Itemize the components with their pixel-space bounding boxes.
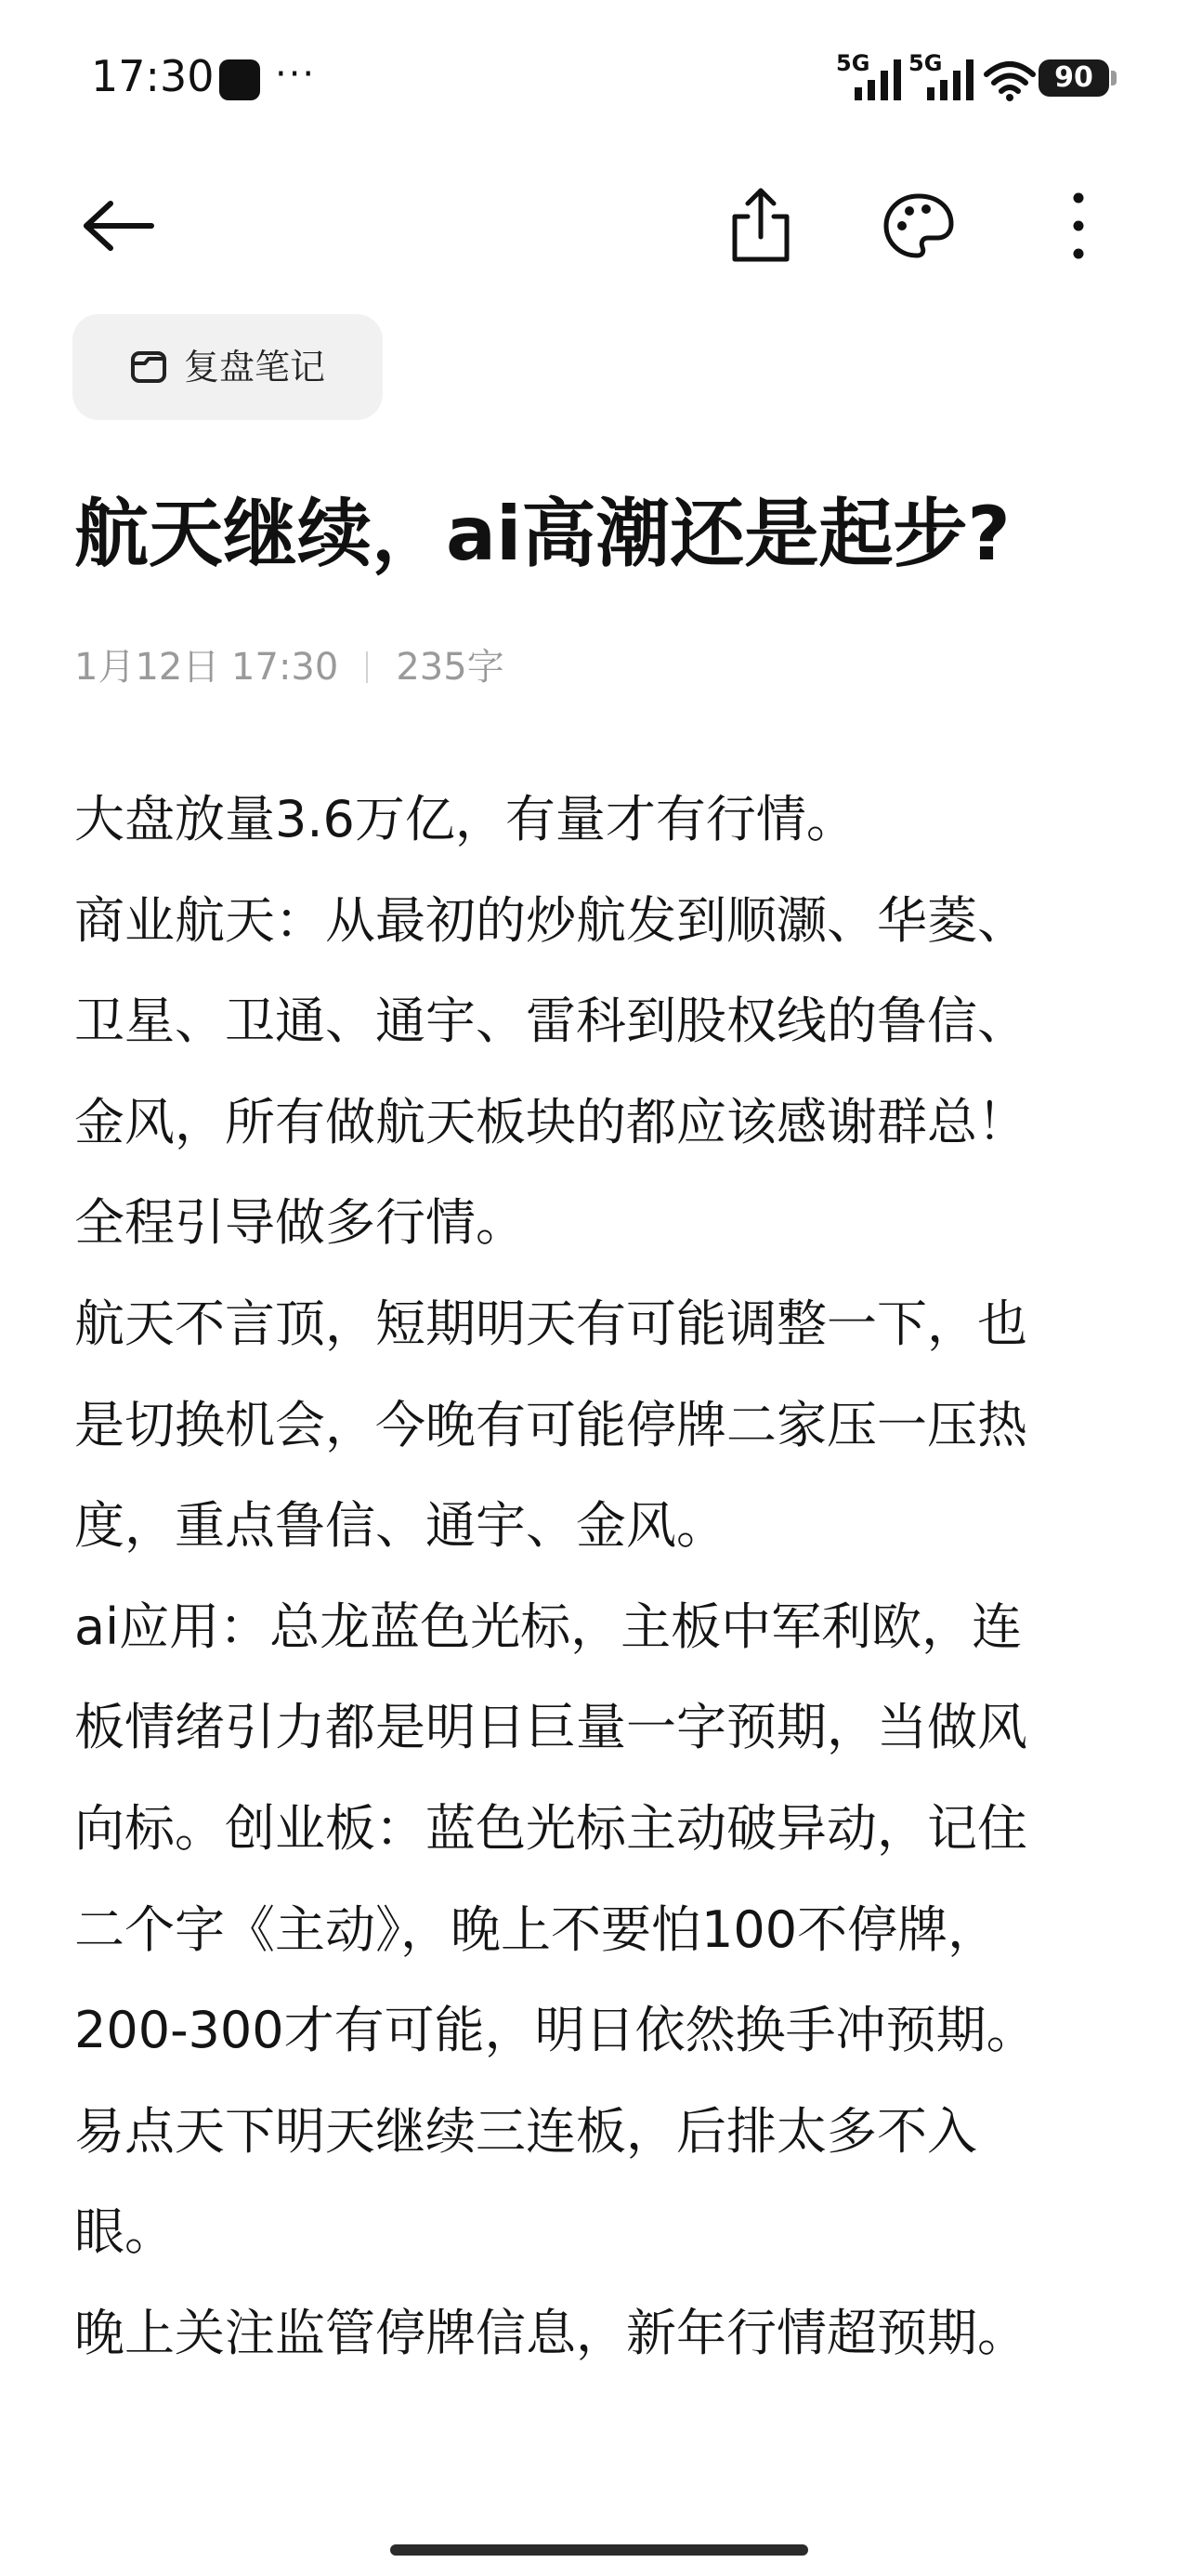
note-line: 晚上关注监管停牌信息，新年行情超预期。 <box>74 2303 1027 2362</box>
share-button[interactable] <box>710 175 812 277</box>
arrow-left-icon <box>79 198 157 254</box>
status-time: 17:30 <box>91 51 215 101</box>
note-line: 眼。 <box>74 2202 175 2262</box>
note-date: 1月12日 17:30 <box>74 646 339 689</box>
note-line: 向标。创业板：蓝色光标主动破异动，记住 <box>74 1798 1027 1858</box>
note-line: 易点天下明天继续三连板，后排太多不入 <box>74 2101 977 2161</box>
note-line: 是切换机会，今晚有可能停牌二家压一压热 <box>74 1395 1027 1454</box>
note-line: 航天不言顶，短期明天有可能调整一下，也 <box>74 1294 1027 1353</box>
note-body[interactable] <box>74 769 1124 2385</box>
note-line: 二个字《主动》，晚上不要怕100不停牌， <box>74 1899 999 1959</box>
palette-icon <box>882 191 956 261</box>
home-indicator[interactable] <box>390 2544 808 2556</box>
folder-chip[interactable] <box>72 314 383 420</box>
note-line: 度，重点鲁信、通宇、金风。 <box>74 1496 726 1556</box>
more-vertical-icon <box>1069 191 1088 261</box>
note-line: 200-300才有可能，明日依然换手冲预期。 <box>74 2001 1037 2060</box>
share-icon <box>727 187 794 265</box>
back-button[interactable] <box>67 175 169 277</box>
recording-icon <box>219 59 260 100</box>
status-more-dots: ··· <box>275 53 317 96</box>
note-line: 大盘放量3.6万亿，有量才有行情。 <box>74 790 856 848</box>
more-options-button[interactable] <box>1027 175 1130 277</box>
meta-divider <box>366 651 368 683</box>
network-type-label: 5G <box>908 50 943 76</box>
folder-label: 复盘笔记 <box>183 347 325 388</box>
wifi-icon <box>983 52 1037 104</box>
note-line: ai应用：总龙蓝色光标，主板中军利欧，连 <box>74 1597 1023 1656</box>
note-line: 商业航天：从最初的炒航发到顺灏、华菱、 <box>74 890 1027 950</box>
note-line: 卫星、卫通、通宇、雷科到股权线的鲁信、 <box>74 992 1027 1051</box>
note-line: 板情绪引力都是明日巨量一字预期，当做风 <box>74 1698 1027 1757</box>
note-title[interactable]: 航天继续，ai高潮还是起步? <box>74 491 1011 577</box>
note-line: 金风，所有做航天板块的都应该感谢群总！ <box>74 1092 1027 1151</box>
battery-indicator: 90 <box>1039 59 1109 97</box>
status-bar <box>0 0 1189 158</box>
note-line: 全程引导做多行情。 <box>74 1193 526 1253</box>
battery-tip <box>1111 71 1117 85</box>
note-word-count: 235字 <box>396 646 504 689</box>
note-meta <box>74 639 504 695</box>
network-type-label: 5G <box>836 50 870 76</box>
palette-button[interactable] <box>868 175 970 277</box>
folder-icon <box>130 348 167 386</box>
